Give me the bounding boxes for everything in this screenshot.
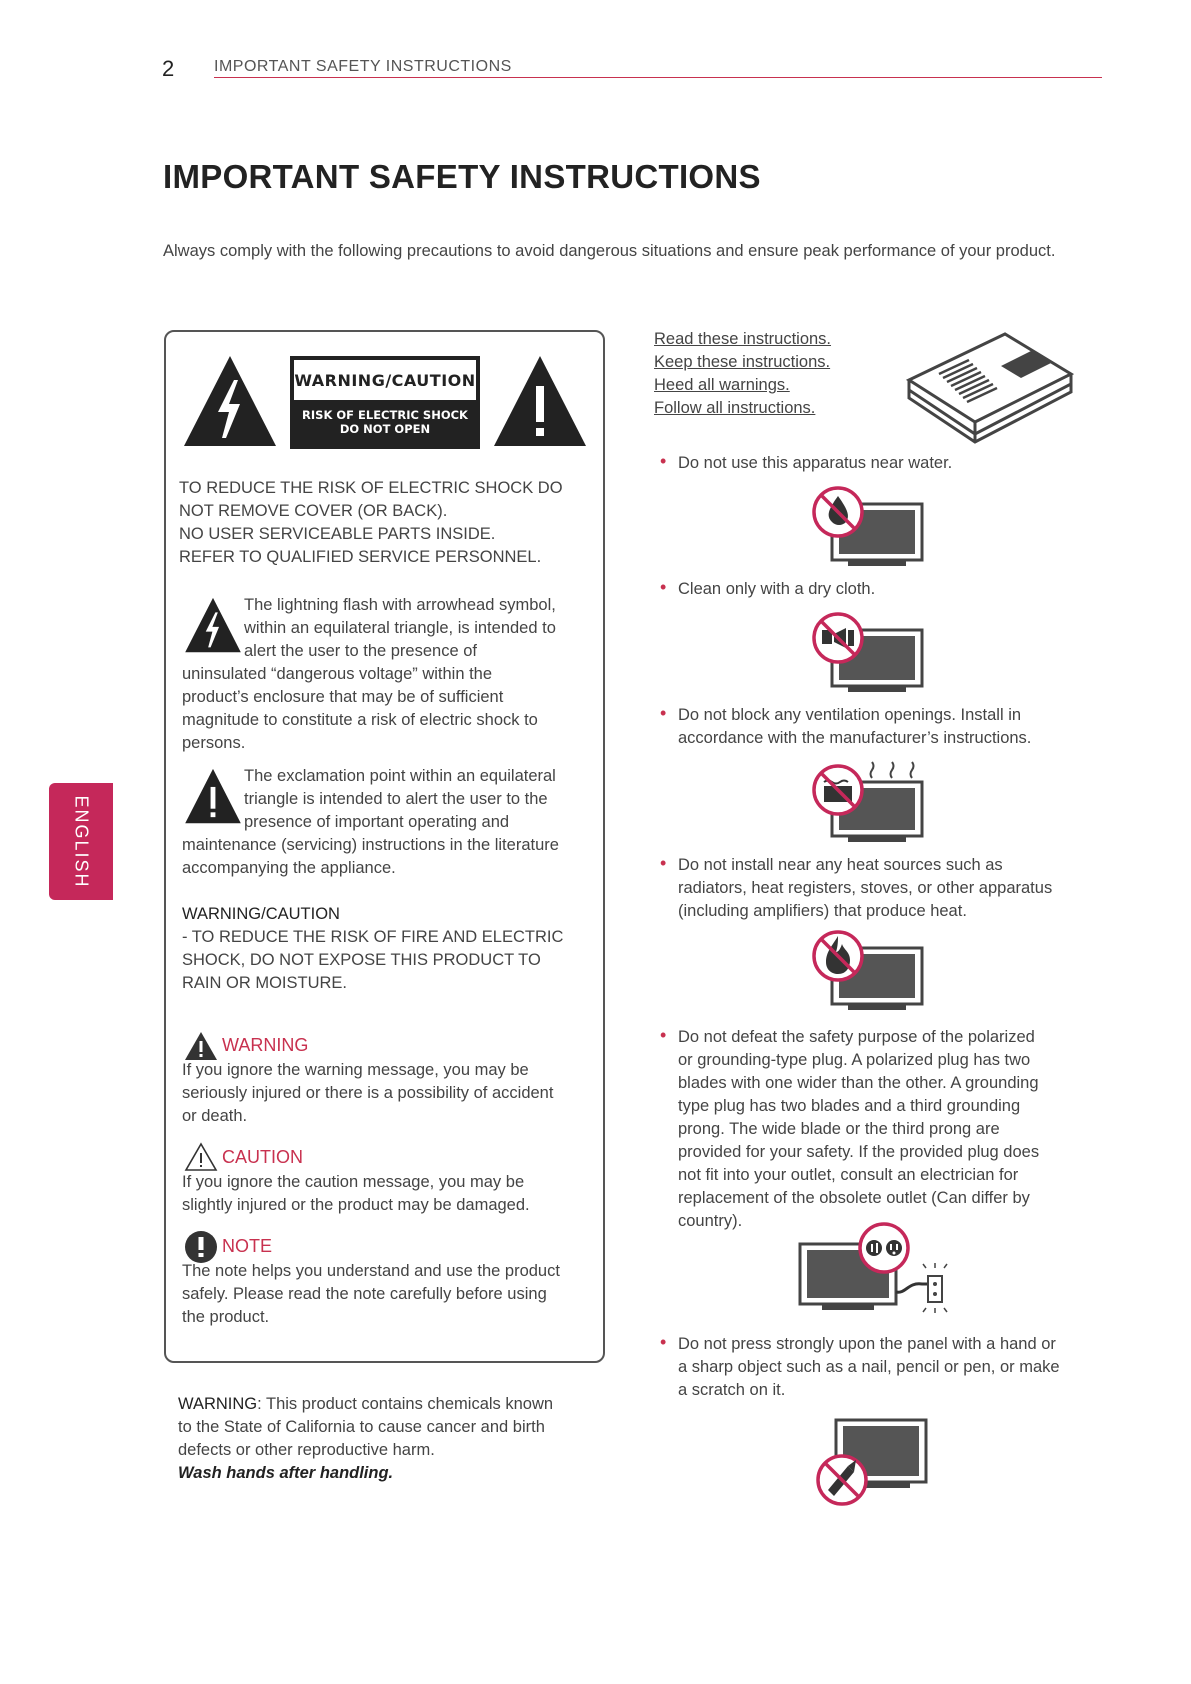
text-line: Do not install near any heat sources such as — [678, 856, 1003, 874]
text-line: seriously injured or there is a possibility of accident — [182, 1084, 554, 1102]
text-line: magnitude to constitute a risk of electric shock to — [182, 711, 538, 729]
bullet-ventilation — [678, 704, 1031, 750]
bullet-cloth — [678, 578, 875, 601]
bullet-dot: • — [660, 1332, 667, 1352]
exclamation-triangle-icon — [492, 354, 588, 448]
warning-icon — [184, 1031, 218, 1061]
text-line: The note helps you understand and use the product — [182, 1262, 560, 1280]
bullet-dot: • — [660, 577, 667, 597]
text-line: Do not block any ventilation openings. Install in — [678, 706, 1022, 724]
reduce-risk-text — [179, 477, 589, 569]
intro-paragraph: Always comply with the following precautions to avoid dangerous situations and ensure peak performance of your product. — [163, 242, 1056, 260]
bullet-dot: • — [660, 451, 667, 471]
text-line: or grounding-type plug. A polarized plug has two — [678, 1051, 1031, 1069]
warning-caution-plate — [290, 356, 480, 449]
prop65-italic: Wash hands after handling. — [178, 1464, 394, 1482]
reduce-line: NOT REMOVE COVER (OR BACK). — [179, 502, 448, 520]
no-blocking-vents-icon — [812, 760, 926, 844]
text-line: If you ignore the caution message, you may be — [182, 1173, 525, 1191]
caution-icon — [184, 1142, 218, 1172]
small-lightning-icon — [184, 596, 242, 654]
text-line: not fit into your outlet, consult an electrician for — [678, 1166, 1019, 1184]
read-instructions-list — [654, 328, 831, 420]
wc-body — [182, 926, 592, 995]
bullet-dot: • — [660, 703, 667, 723]
text-line: uninsulated “dangerous voltage” within the — [182, 665, 493, 683]
text-line: provided for your safety. If the provided plug does — [678, 1143, 1040, 1161]
caution-label: CAUTION — [222, 1147, 303, 1167]
lightning-description-top — [244, 594, 594, 663]
text-line: the product. — [182, 1308, 270, 1326]
text-line: Clean only with a dry cloth. — [678, 580, 876, 598]
plate-title: WARNING/CAUTION — [294, 360, 476, 400]
text-line: radiators, heat registers, stoves, or other apparatus — [678, 879, 1053, 897]
no-sharp-object-icon — [814, 1418, 930, 1508]
warning-body — [182, 1059, 592, 1128]
text-line: maintenance (servicing) instructions in the literature — [182, 836, 559, 854]
text-line: replacement of the obsolete outlet (Can differ by — [678, 1189, 1030, 1207]
text-line: The lightning flash with arrowhead symbol, — [244, 596, 556, 614]
bullet-polarized-plug — [678, 1026, 1039, 1233]
text-line: Do not defeat the safety purpose of the polarized — [678, 1028, 1035, 1046]
text-line: triangle is intended to alert the user to the — [244, 790, 548, 808]
text-line: accordance with the manufacturer’s instructions. — [678, 729, 1032, 747]
caution-body — [182, 1171, 592, 1217]
text-line: product’s enclosure that may be of sufficient — [182, 688, 504, 706]
plate-subtext — [290, 408, 480, 436]
text-line: If you ignore the warning message, you may be — [182, 1061, 529, 1079]
text-line: RAIN OR MOISTURE. — [182, 974, 348, 992]
text-line: type plug has two blades and a third grounding — [678, 1097, 1021, 1115]
page-number: 2 — [162, 56, 175, 81]
text-line: (including amplifiers) that produce heat. — [678, 902, 967, 920]
bullet-panel-pressure — [678, 1333, 1060, 1402]
text-line: country). — [678, 1212, 743, 1230]
text-line: persons. — [182, 734, 246, 752]
text-line: presence of important operating and — [244, 813, 510, 831]
bullet-water — [678, 452, 952, 475]
no-heat-icon — [812, 930, 926, 1012]
note-label: NOTE — [222, 1236, 273, 1256]
small-exclamation-icon — [184, 767, 242, 825]
plate-line-1: RISK OF ELECTRIC SHOCK — [302, 408, 468, 422]
prop65-warning — [178, 1393, 598, 1485]
text-line: blades with one wider than the other. A grounding — [678, 1074, 1039, 1092]
text-line: a sharp object such as a nail, pencil or pen, or make — [678, 1358, 1060, 1376]
text-line: safely. Please read the note carefully before using — [182, 1285, 547, 1303]
no-spray-icon — [812, 612, 926, 694]
read-item: Heed all warnings. — [654, 376, 790, 394]
text-line: Do not use this apparatus near water. — [678, 454, 953, 472]
bullet-dot: • — [660, 853, 667, 873]
plate-line-2: DO NOT OPEN — [339, 422, 431, 436]
note-body — [182, 1260, 592, 1329]
read-item: Read these instructions. — [654, 330, 832, 348]
text-line: to the State of California to cause cancer and birth — [178, 1418, 545, 1436]
text-line: - TO REDUCE THE RISK OF FIRE AND ELECTRIC — [182, 928, 564, 946]
read-item: Keep these instructions. — [654, 353, 831, 371]
warning-label: WARNING — [222, 1035, 309, 1055]
text-line: defects or other reproductive harm. — [178, 1441, 435, 1459]
text-line: Do not press strongly upon the panel with a hand or — [678, 1335, 1056, 1353]
reduce-line: TO REDUCE THE RISK OF ELECTRIC SHOCK DO — [179, 479, 563, 497]
note-icon — [184, 1230, 218, 1264]
no-water-icon — [812, 486, 926, 568]
polarized-plug-icon — [796, 1222, 956, 1314]
manual-book-icon — [905, 330, 1075, 446]
lightning-triangle-icon — [182, 354, 278, 448]
read-item: Follow all instructions. — [654, 399, 816, 417]
bullet-heat — [678, 854, 1052, 923]
text-line: : This product contains chemicals known — [257, 1395, 554, 1413]
wc-heading: WARNING/CAUTION — [182, 905, 340, 923]
text-line: The exclamation point within an equilateral — [244, 767, 556, 785]
language-tab — [49, 783, 113, 900]
text-line: within an equilateral triangle, is intended to — [244, 619, 556, 637]
exclamation-description-bottom — [182, 834, 592, 880]
text-line: a scratch on it. — [678, 1381, 786, 1399]
header-rule — [214, 77, 1102, 78]
reduce-line: NO USER SERVICEABLE PARTS INSIDE. — [179, 525, 496, 543]
text-line: SHOCK, DO NOT EXPOSE THIS PRODUCT TO — [182, 951, 541, 969]
prop65-label: WARNING — [178, 1395, 258, 1413]
running-header: IMPORTANT SAFETY INSTRUCTIONS — [214, 58, 512, 75]
text-line: prong. The wide blade or the third prong are — [678, 1120, 1000, 1138]
text-line: slightly injured or the product may be damaged. — [182, 1196, 530, 1214]
bullet-dot: • — [660, 1025, 667, 1045]
page-title: IMPORTANT SAFETY INSTRUCTIONS — [163, 158, 761, 195]
language-tab-label: ENGLISH — [71, 794, 92, 889]
exclamation-description-top — [244, 765, 594, 834]
text-line: alert the user to the presence of — [244, 642, 477, 660]
lightning-description-bottom — [182, 663, 592, 755]
text-line: accompanying the appliance. — [182, 859, 396, 877]
reduce-line: REFER TO QUALIFIED SERVICE PERSONNEL. — [179, 548, 542, 566]
text-line: or death. — [182, 1107, 248, 1125]
